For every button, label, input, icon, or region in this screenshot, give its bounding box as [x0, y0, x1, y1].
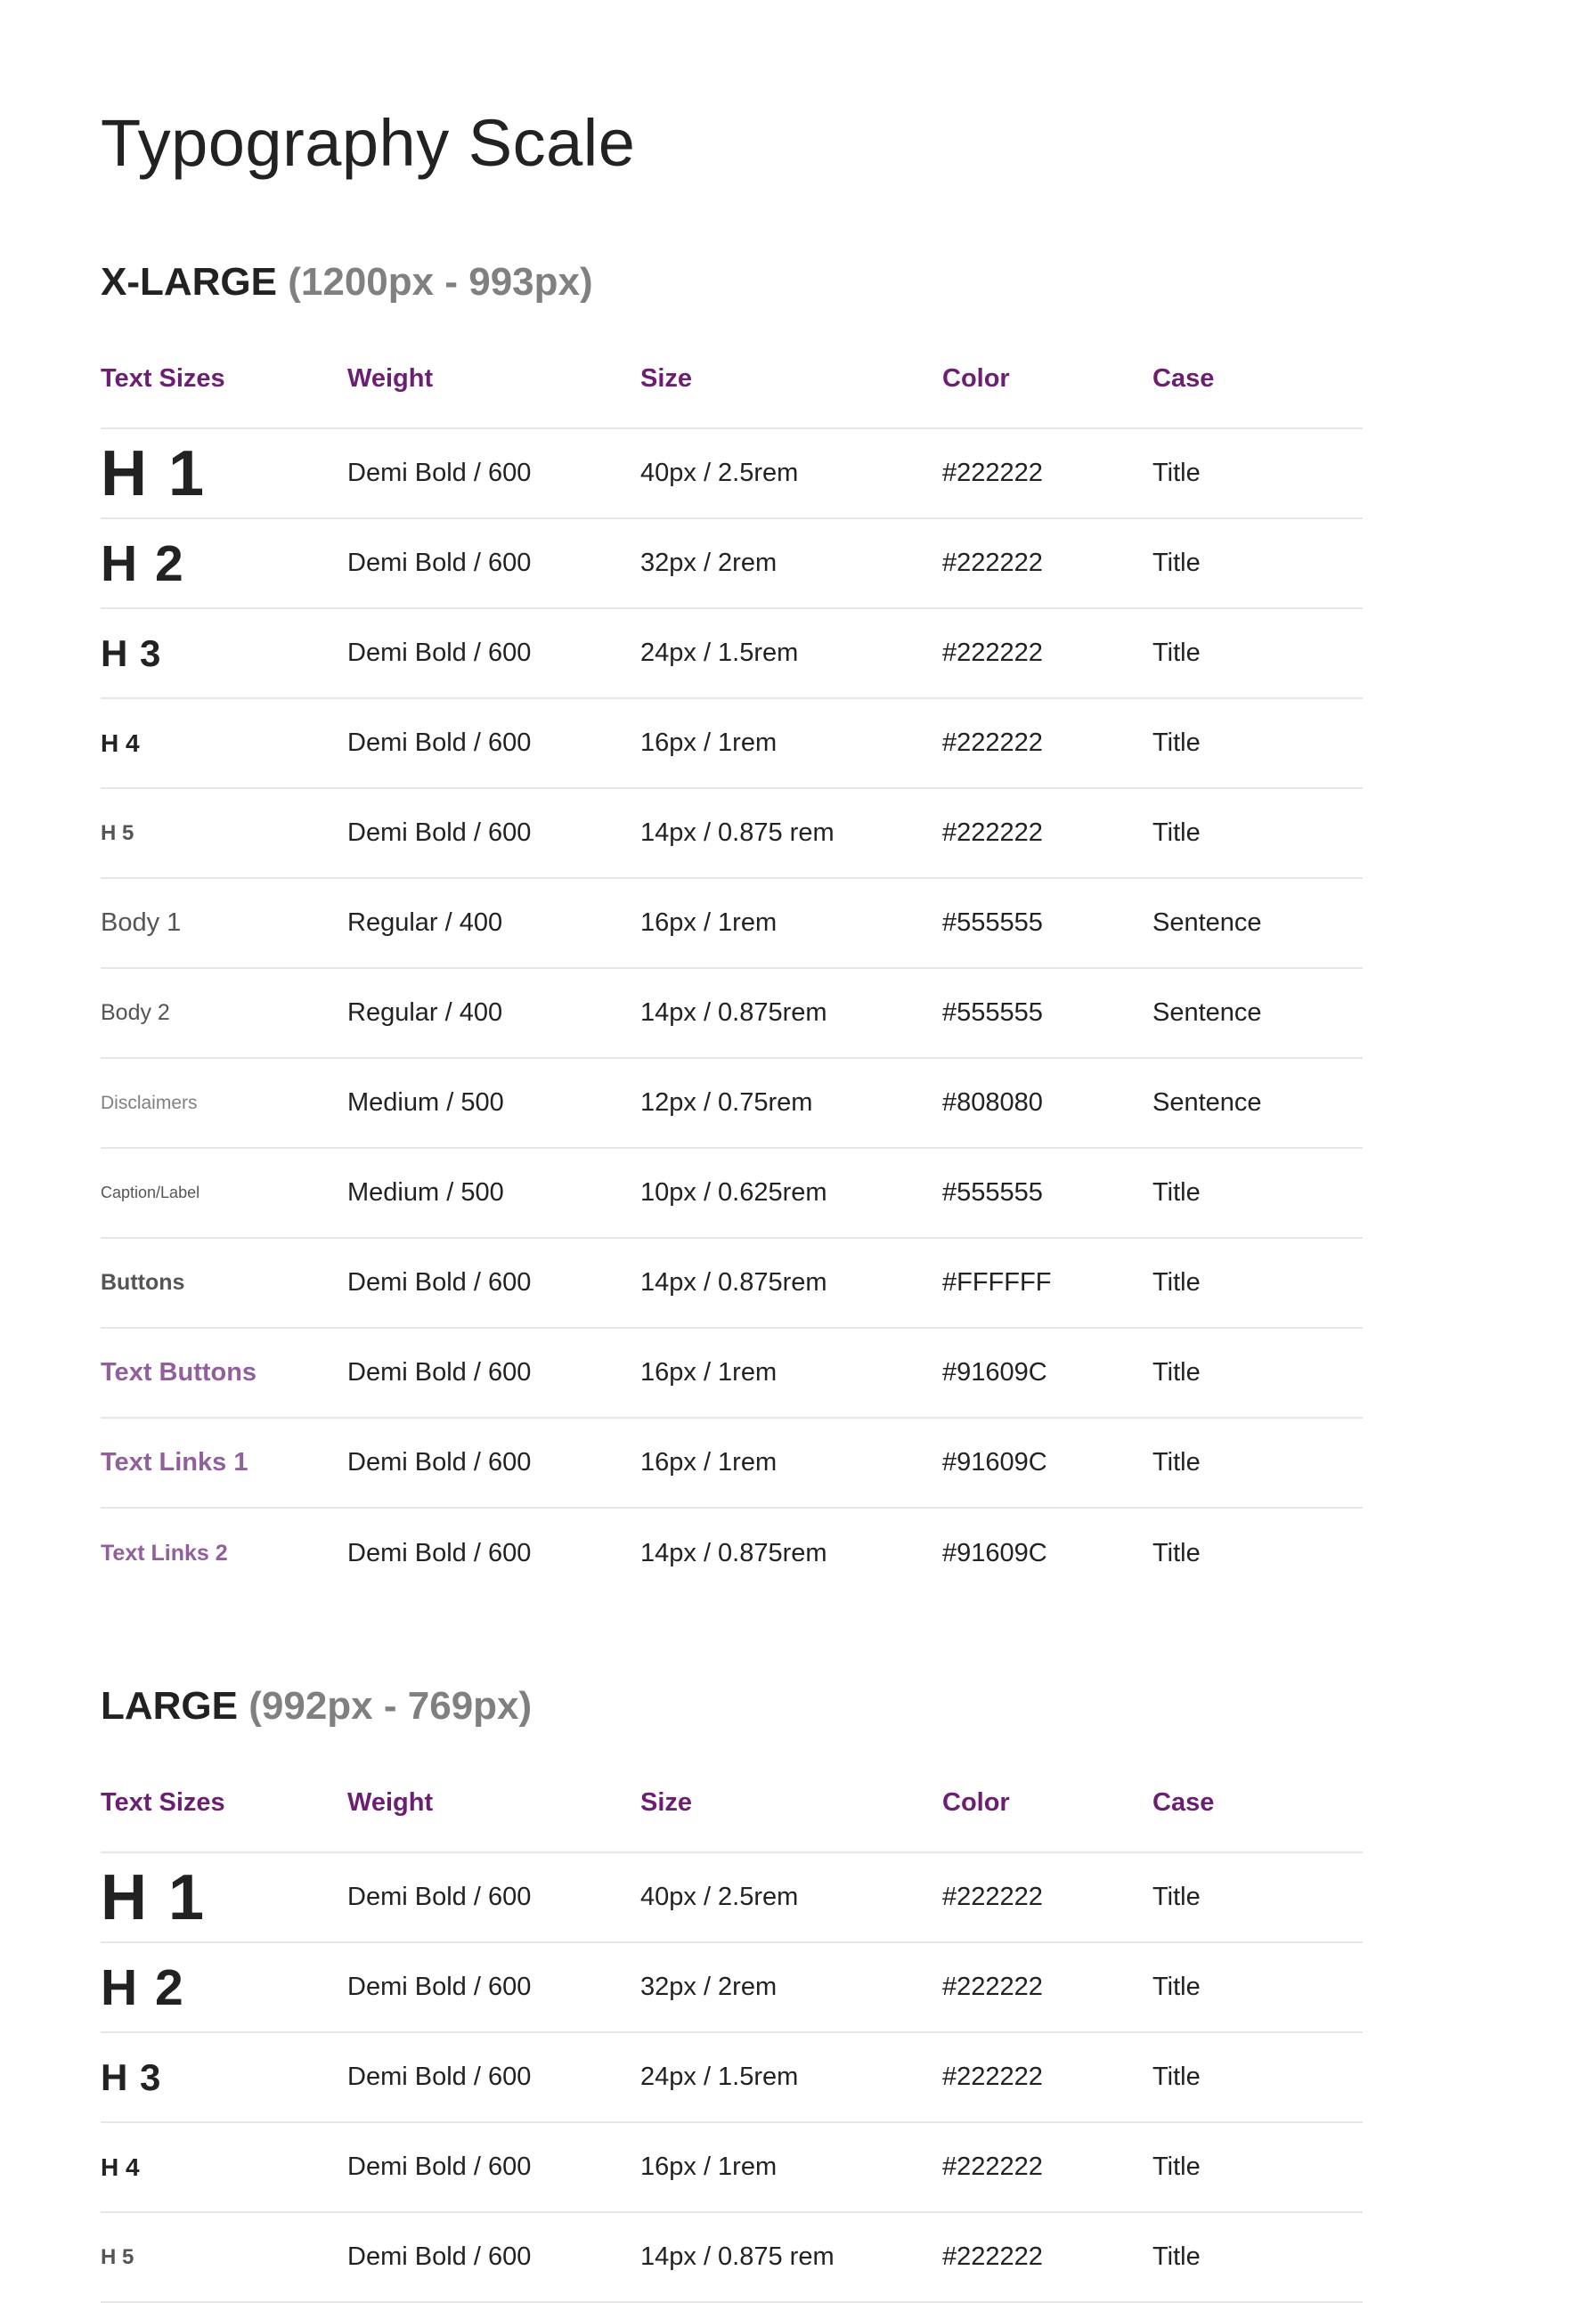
section-title	[101, 256, 1363, 309]
header-case: Case	[1152, 1788, 1215, 1817]
row-case: Sentence	[1152, 1088, 1262, 1117]
header-text-sizes: Text Sizes	[101, 1788, 225, 1817]
table-row-h1	[101, 429, 1363, 519]
table-row-body-2	[101, 969, 1363, 1059]
row-case: Title	[1152, 1973, 1201, 2001]
row-label: H 2	[101, 534, 185, 592]
row-label: H 3	[101, 2055, 162, 2098]
row-color: #222222	[942, 2152, 1043, 2181]
table-row-caption-label	[101, 1149, 1363, 1239]
row-size: 16px / 1rem	[640, 908, 778, 937]
table-row-h1	[101, 1853, 1363, 1943]
row-case: Sentence	[1152, 998, 1262, 1027]
row-size: 16px / 1rem	[640, 1358, 778, 1387]
row-weight: Medium / 500	[347, 1088, 504, 1117]
row-label: Text Links 2	[101, 1541, 228, 1566]
row-label: Body 2	[101, 1000, 170, 1025]
row-color: #222222	[942, 639, 1043, 667]
row-color: #91609C	[942, 1539, 1047, 1567]
row-case: Title	[1152, 549, 1201, 577]
row-color: #FFFFFF	[942, 1268, 1052, 1297]
row-label: Text Buttons	[101, 1358, 257, 1387]
row-label: H 4	[101, 2152, 140, 2181]
row-color: #222222	[942, 2063, 1043, 2091]
row-label: H 2	[101, 1958, 185, 2016]
row-color: #222222	[942, 1973, 1043, 2001]
table-row-h5	[101, 789, 1363, 879]
table-row-buttons	[101, 1239, 1363, 1329]
table-row-h5	[101, 2213, 1363, 2303]
row-weight: Demi Bold / 600	[347, 1448, 532, 1477]
table-row-h2	[101, 519, 1363, 609]
row-size: 14px / 0.875rem	[640, 998, 827, 1027]
row-color: #222222	[942, 1883, 1043, 1911]
section-name: LARGE	[101, 1684, 238, 1728]
type-scale-table	[101, 1788, 1363, 2303]
row-weight: Demi Bold / 600	[347, 1973, 532, 2001]
row-color: #222222	[942, 2242, 1043, 2271]
section-range: (992px - 769px)	[248, 1684, 533, 1728]
row-weight: Demi Bold / 600	[347, 1358, 532, 1387]
row-case: Sentence	[1152, 908, 1262, 937]
row-color: #222222	[942, 728, 1043, 757]
row-color: #555555	[942, 998, 1043, 1027]
section-name: X-LARGE	[101, 260, 277, 304]
row-label: Body 1	[101, 908, 182, 937]
row-weight: Demi Bold / 600	[347, 1539, 532, 1567]
row-weight: Medium / 500	[347, 1178, 504, 1207]
page-title: Typography Scale	[101, 106, 636, 180]
table-row-text-links-1	[101, 1419, 1363, 1509]
section-x-large	[101, 256, 1363, 1567]
row-size: 10px / 0.625rem	[640, 1178, 827, 1207]
row-color: #222222	[942, 459, 1043, 487]
row-case: Title	[1152, 2152, 1201, 2181]
row-size: 16px / 1rem	[640, 1448, 778, 1477]
row-label: Caption/Label	[101, 1184, 200, 1201]
row-weight: Demi Bold / 600	[347, 549, 532, 577]
row-label: H 4	[101, 728, 140, 757]
header-color: Color	[942, 364, 1010, 393]
row-case: Title	[1152, 1539, 1201, 1567]
row-size: 40px / 2.5rem	[640, 1883, 799, 1911]
row-size: 32px / 2rem	[640, 1973, 778, 2001]
row-weight: Regular / 400	[347, 998, 503, 1027]
table-row-h2	[101, 1943, 1363, 2033]
header-color: Color	[942, 1788, 1010, 1817]
row-weight: Demi Bold / 600	[347, 639, 532, 667]
row-label: Buttons	[101, 1270, 185, 1295]
row-size: 14px / 0.875rem	[640, 1539, 827, 1567]
table-header-row	[101, 1788, 1363, 1853]
row-case: Title	[1152, 1358, 1201, 1387]
section-range: (1200px - 993px)	[288, 260, 593, 304]
row-label: H 3	[101, 631, 162, 674]
table-row-h3	[101, 2033, 1363, 2123]
row-size: 14px / 0.875rem	[640, 1268, 827, 1297]
header-weight: Weight	[347, 1788, 434, 1817]
row-size: 16px / 1rem	[640, 728, 778, 757]
row-label: H 1	[101, 1861, 207, 1933]
row-weight: Demi Bold / 600	[347, 728, 532, 757]
row-case: Title	[1152, 818, 1201, 847]
table-row-h3	[101, 609, 1363, 699]
row-case: Title	[1152, 459, 1201, 487]
table-row-h4	[101, 699, 1363, 789]
row-weight: Demi Bold / 600	[347, 459, 532, 487]
row-label: H 5	[101, 2244, 134, 2269]
section-large	[101, 1680, 1363, 2271]
row-color: #222222	[942, 549, 1043, 577]
row-case: Title	[1152, 728, 1201, 757]
row-size: 16px / 1rem	[640, 2152, 778, 2181]
row-label: H 5	[101, 820, 134, 845]
header-size: Size	[640, 364, 693, 393]
row-color: #555555	[942, 908, 1043, 937]
row-case: Title	[1152, 1268, 1201, 1297]
row-case: Title	[1152, 2063, 1201, 2091]
row-weight: Demi Bold / 600	[347, 818, 532, 847]
table-row-body-1	[101, 879, 1363, 969]
section-title	[101, 1680, 1363, 1733]
row-weight: Demi Bold / 600	[347, 1883, 532, 1911]
row-weight: Demi Bold / 600	[347, 2242, 532, 2271]
row-case: Title	[1152, 1883, 1201, 1911]
row-color: #222222	[942, 818, 1043, 847]
row-size: 14px / 0.875 rem	[640, 818, 835, 847]
row-case: Title	[1152, 639, 1201, 667]
table-row-text-buttons	[101, 1329, 1363, 1419]
row-weight: Demi Bold / 600	[347, 2152, 532, 2181]
header-case: Case	[1152, 364, 1215, 393]
table-row-h4	[101, 2123, 1363, 2213]
header-size: Size	[640, 1788, 693, 1817]
row-label: H 1	[101, 437, 207, 509]
row-case: Title	[1152, 1448, 1201, 1477]
row-size: 24px / 1.5rem	[640, 2063, 799, 2091]
type-scale-table	[101, 364, 1363, 1599]
row-color: #91609C	[942, 1448, 1047, 1477]
row-case: Title	[1152, 2242, 1201, 2271]
row-size: 24px / 1.5rem	[640, 639, 799, 667]
header-weight: Weight	[347, 364, 434, 393]
table-header-row	[101, 364, 1363, 429]
row-size: 40px / 2.5rem	[640, 459, 799, 487]
row-weight: Demi Bold / 600	[347, 1268, 532, 1297]
header-text-sizes: Text Sizes	[101, 364, 225, 393]
row-label: Text Links 1	[101, 1448, 248, 1477]
row-size: 12px / 0.75rem	[640, 1088, 813, 1117]
row-color: #808080	[942, 1088, 1043, 1117]
row-case: Title	[1152, 1178, 1201, 1207]
table-row-text-links-2	[101, 1509, 1363, 1599]
row-color: #91609C	[942, 1358, 1047, 1387]
row-size: 14px / 0.875 rem	[640, 2242, 835, 2271]
row-label: Disclaimers	[101, 1092, 198, 1113]
row-weight: Demi Bold / 600	[347, 2063, 532, 2091]
row-weight: Regular / 400	[347, 908, 503, 937]
row-color: #555555	[942, 1178, 1043, 1207]
table-row-disclaimers	[101, 1059, 1363, 1149]
row-size: 32px / 2rem	[640, 549, 778, 577]
